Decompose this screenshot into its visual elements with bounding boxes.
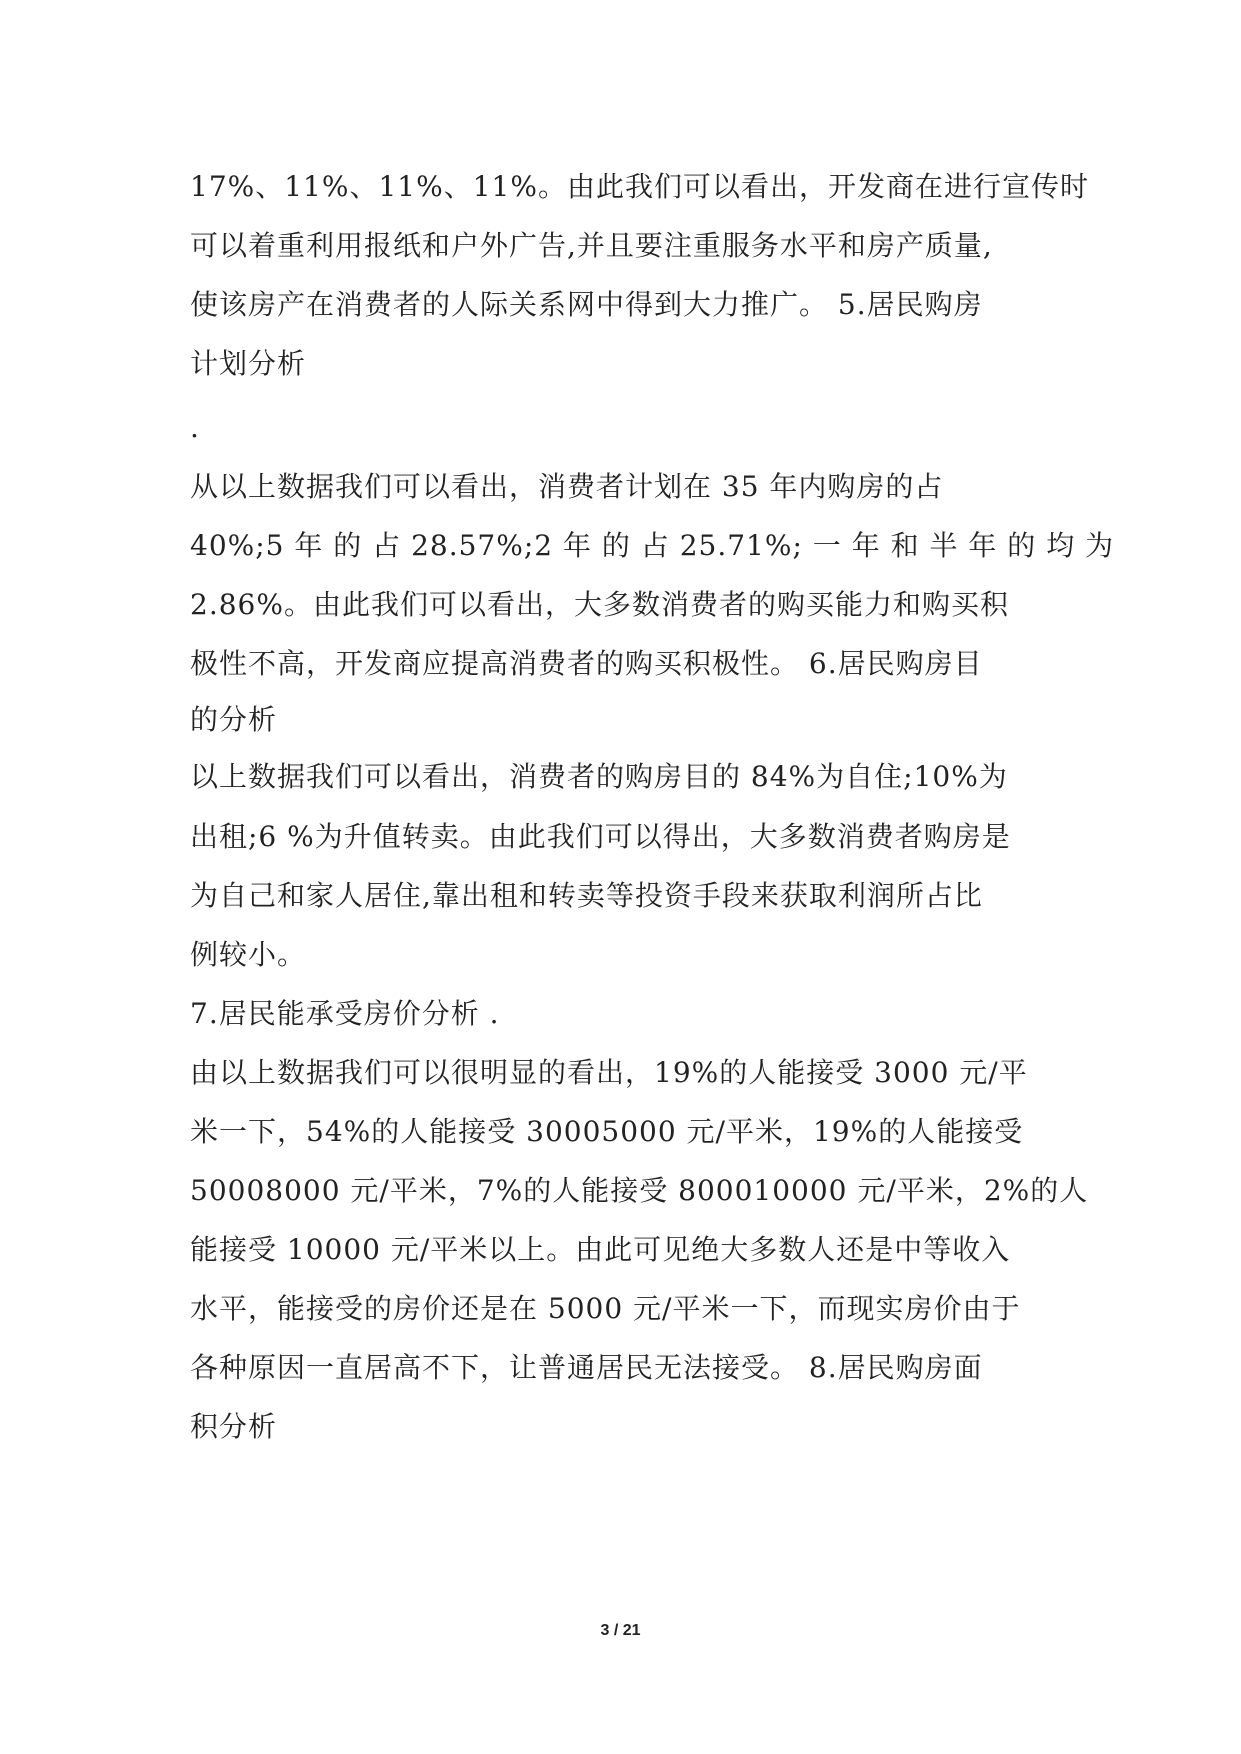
paragraph-line: 从以上数据我们可以看出，消费者计划在 35 年内购房的占 [190, 470, 944, 503]
paragraph-line: 17%、11%、11%、11%。由此我们可以看出，开发商在进行宣传时 [190, 170, 1089, 203]
paragraph-line: 米一下，54%的人能接受 30005000 元/平米，19%的人能接受 [190, 1115, 1024, 1148]
page-number: 3 / 21 [600, 1622, 641, 1639]
paragraph-line: 由以上数据我们可以很明显的看出，19%的人能接受 3000 元/平 [190, 1056, 1028, 1089]
paragraph-line: 可以着重利用报纸和户外广告,并且要注重服务水平和房产质量, [190, 229, 993, 262]
section-heading-line: 的分析 [190, 703, 278, 736]
section-heading: 7.居民能承受房价分析 . [190, 997, 500, 1030]
paragraph-line: 能接受 10000 元/平米以上。由此可见绝大多数人还是中等收入 [190, 1233, 1011, 1266]
paragraph-line: 例较小。 [190, 938, 307, 971]
paragraph-line: 极性不高，开发商应提高消费者的购买积极性。 6.居民购房目 [190, 647, 983, 680]
paragraph-line: . [190, 411, 200, 444]
paragraph-line: 出租;6 %为升值转卖。由此我们可以得出，大多数消费者购房是 [190, 820, 1011, 853]
paragraph-line: 50008000 元/平米，7%的人能接受 800010000 元/平米，2%的人 [190, 1174, 1089, 1207]
paragraph-line: 2.86%。由此我们可以看出，大多数消费者的购买能力和购买积 [190, 588, 1009, 621]
paragraph-line: 各种原因一直居高不下，让普通居民无法接受。 8.居民购房面 [190, 1351, 983, 1384]
paragraph-line: 水平，能接受的房价还是在 5000 元/平米一下，而现实房价由于 [190, 1292, 1021, 1325]
paragraph-line: 以上数据我们可以看出，消费者的购房目的 84%为自住;10%为 [190, 760, 1008, 793]
paragraph-line: 40%;5 年 的 占 28.57%;2 年 的 占 25.71%; 一 年 和 半 年 的 均 为 [190, 529, 1115, 562]
paragraph-line: 使该房产在消费者的人际关系网中得到大力推广。 5.居民购房 [190, 288, 983, 321]
paragraph-line: 为自己和家人居住,靠出租和转卖等投资手段来获取利润所占比 [190, 879, 983, 912]
section-heading-line: 积分析 [190, 1410, 278, 1443]
section-heading-line: 计划分析 [190, 347, 307, 380]
